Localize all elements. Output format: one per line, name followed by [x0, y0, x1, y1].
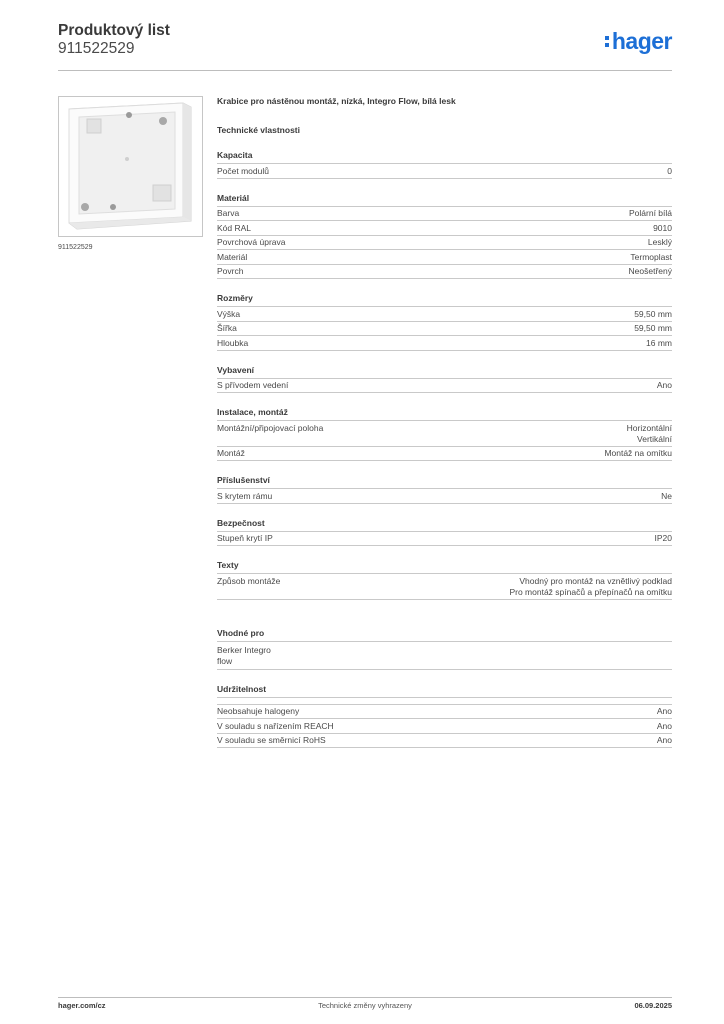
property-label: Počet modulů — [217, 165, 269, 176]
property-group — [217, 150, 672, 179]
sustainability-section — [217, 684, 672, 749]
property-group-title: Příslušenství — [217, 475, 672, 489]
property-groups — [217, 150, 672, 600]
suitable-for-list — [217, 642, 672, 670]
property-value — [634, 309, 672, 320]
property-value-line: Termoplast — [630, 251, 672, 262]
property-group — [217, 518, 672, 547]
property-label: Způsob montáže — [217, 575, 281, 586]
property-label: Montážní/připojovací poloha — [217, 422, 324, 433]
property-group-title: Instalace, montáž — [217, 407, 672, 421]
suitable-for-line: Berker Integro — [217, 644, 271, 655]
property-label: S přívodem vedení — [217, 380, 289, 390]
suitable-for-title: Vhodné pro — [217, 628, 672, 642]
property-row — [217, 236, 672, 251]
property-group — [217, 560, 672, 600]
property-row — [217, 574, 672, 600]
property-value — [657, 380, 672, 391]
property-value-line: 59,50 mm — [634, 323, 672, 333]
image-caption: 911522529 — [58, 244, 93, 251]
property-group — [217, 365, 672, 394]
sustainability-title: Udržitelnost — [217, 684, 672, 698]
property-value-line: 16 mm — [646, 337, 672, 348]
property-value — [630, 252, 672, 263]
property-row — [217, 207, 672, 222]
property-value-line: Ano — [656, 735, 672, 745]
property-value — [648, 237, 672, 248]
property-value — [657, 706, 672, 717]
property-row — [217, 532, 672, 547]
property-value-line: Ano — [656, 380, 672, 390]
surface-box-illustration — [59, 97, 202, 236]
document-title: Produktový list — [58, 22, 170, 39]
property-value-line: Ne — [661, 490, 672, 501]
property-group-title: Materiál — [217, 193, 672, 207]
property-value-line: IP20 — [654, 533, 672, 543]
product-number: 911522529 — [58, 40, 135, 57]
property-value — [655, 533, 673, 544]
property-value — [661, 491, 672, 502]
property-label: Kód RAL — [217, 222, 252, 233]
property-label: Povrch — [217, 266, 244, 276]
property-row — [217, 447, 672, 462]
property-row — [217, 322, 672, 337]
suitable-for-section — [217, 628, 672, 670]
property-group-title: Vybavení — [217, 365, 672, 379]
property-value — [509, 576, 672, 598]
property-value-line: Lesklý — [647, 237, 672, 247]
property-label: V souladu se směrnicí RoHS — [217, 735, 326, 745]
property-label: Hloubka — [217, 337, 249, 348]
property-value-line: 59,50 mm — [634, 308, 672, 319]
logo-text: hager — [611, 28, 672, 54]
property-value — [657, 721, 672, 732]
hager-logo — [605, 28, 672, 55]
property-value — [627, 423, 672, 445]
property-label: Šířka — [217, 323, 237, 333]
logo-dots-icon — [605, 36, 610, 48]
property-value — [629, 266, 672, 277]
property-group — [217, 193, 672, 280]
product-details — [217, 96, 672, 748]
property-label: Montáž — [217, 448, 245, 458]
property-label: V souladu s nařízením REACH — [217, 720, 334, 731]
document-date: 06.09.2025 — [634, 1001, 672, 1010]
product-title: Krabice pro nástěnou montáž, nízká, Integro Flow, bílá lesk — [217, 96, 456, 106]
property-group-title: Bezpečnost — [217, 518, 672, 532]
sustainability-rows — [217, 704, 672, 749]
property-group — [217, 293, 672, 351]
property-group-title: Rozměry — [217, 293, 672, 307]
property-label: S krytem rámu — [217, 490, 273, 501]
property-value-line: 9010 — [653, 222, 672, 233]
property-value-line: Horizontální — [626, 422, 672, 433]
property-value-line: 0 — [667, 165, 672, 176]
property-row — [217, 379, 672, 394]
property-group-title: Texty — [217, 560, 672, 574]
property-value — [657, 735, 672, 746]
property-value-line: Vertikální — [637, 433, 672, 444]
technical-properties-heading: Technické vlastnosti — [217, 125, 300, 135]
property-value-line: Montáž na omítku — [604, 448, 672, 458]
property-value-line: Pro montáž spínačů a přepínačů na omítku — [509, 586, 672, 597]
property-row — [217, 164, 672, 179]
property-label: Materiál — [217, 251, 248, 262]
property-row — [217, 307, 672, 322]
property-row — [217, 250, 672, 265]
property-label: Stupeň krytí IP — [217, 533, 273, 543]
property-value-line: Ano — [656, 720, 672, 731]
property-row — [217, 719, 672, 734]
property-label: Neobsahuje halogeny — [217, 706, 300, 716]
property-value — [646, 338, 672, 349]
page-footer — [58, 997, 672, 1012]
property-value-line: Polární bílá — [629, 208, 672, 218]
property-row — [217, 421, 672, 447]
property-label: Povrchová úprava — [217, 237, 286, 247]
property-row — [217, 265, 672, 280]
property-value-line: Ano — [656, 706, 672, 716]
suitable-for-line: flow — [217, 655, 233, 666]
property-value — [653, 223, 672, 234]
property-group — [217, 475, 672, 504]
property-value-line: Vhodný pro montáž na vznětlivý podklad — [519, 575, 672, 586]
page-header — [58, 22, 672, 71]
product-image — [58, 96, 203, 237]
property-row — [217, 336, 672, 351]
property-value — [667, 166, 672, 177]
property-row — [217, 704, 672, 720]
property-value — [634, 323, 672, 334]
website-link[interactable]: hager.com/cz — [58, 1001, 106, 1010]
property-label: Barva — [217, 208, 240, 218]
property-value-line: Neošetřený — [628, 266, 672, 276]
property-label: Výška — [217, 308, 241, 319]
property-row — [217, 221, 672, 236]
property-value — [629, 208, 672, 219]
property-value — [604, 448, 672, 459]
property-row — [217, 734, 672, 749]
property-group — [217, 407, 672, 461]
property-row — [217, 489, 672, 504]
disclaimer: Technické změny vyhrazeny — [318, 1001, 412, 1010]
property-group-title: Kapacita — [217, 150, 672, 164]
